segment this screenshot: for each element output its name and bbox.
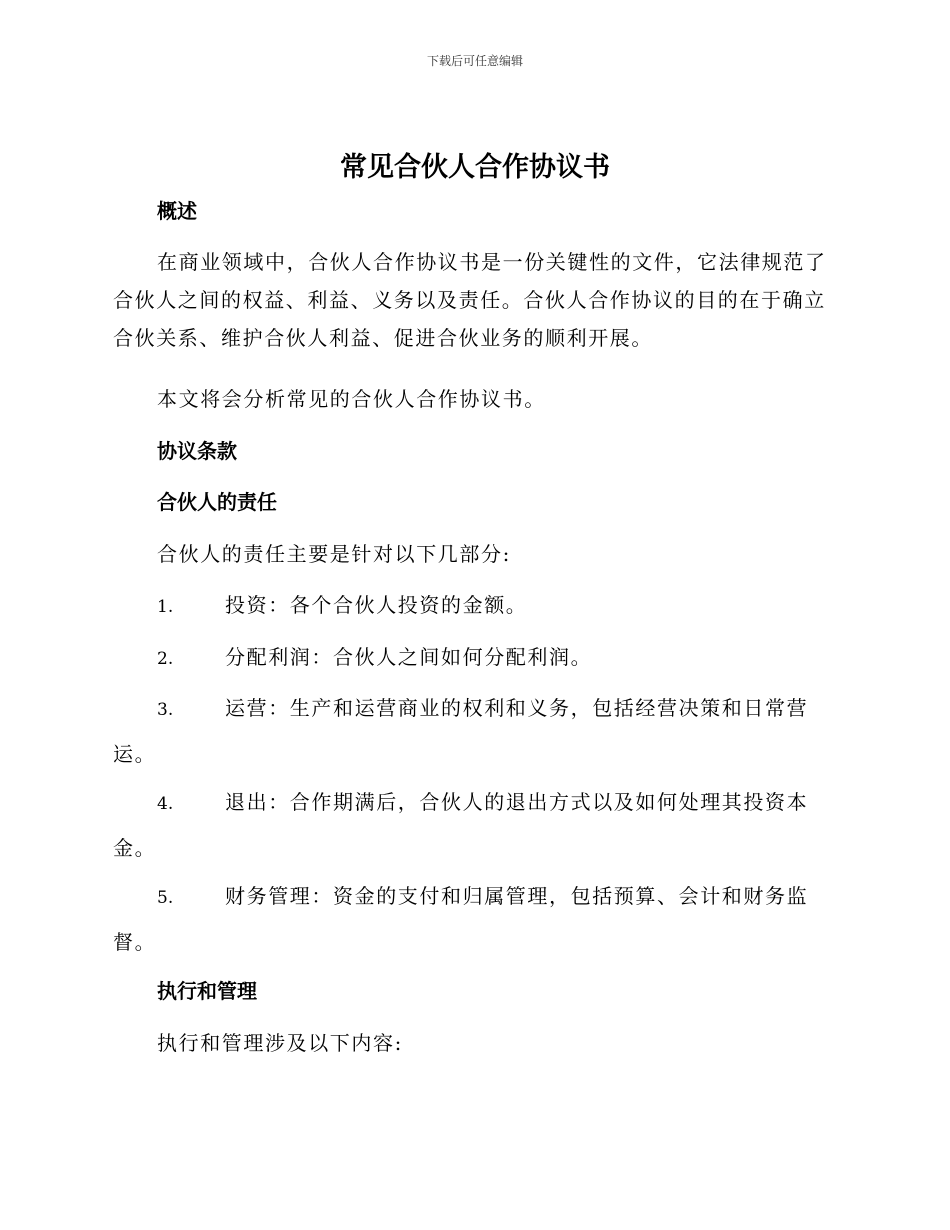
paragraph-execution-intro: 执行和管理涉及以下内容: [157, 1031, 403, 1055]
list-item-number: 4. [157, 794, 174, 814]
list-item [113, 583, 837, 629]
list-item-text: 投资：各个合伙人投资的金额。 [225, 593, 528, 617]
list-item-number: 3. [157, 700, 174, 720]
paragraph-duties-intro: 合伙人的责任主要是针对以下几部分: [157, 542, 511, 566]
list-item-number: 2. [157, 649, 174, 669]
document-title: 常见合伙人合作协议书 [340, 152, 610, 183]
list-item-text: 退出：合作期满后，合伙人的退出方式以及如何处理其投资本金。 [113, 790, 809, 860]
list-item [113, 686, 837, 776]
list-item [113, 635, 837, 681]
page-header-note: 下载后可任意编辑 [426, 54, 523, 68]
list-item [113, 874, 837, 964]
list-item [113, 780, 837, 870]
list-item-number: 1. [157, 597, 174, 617]
list-item-text: 运营：生产和运营商业的权利和义务，包括经营决策和日常营运。 [113, 696, 809, 766]
section-heading-duties: 合伙人的责任 [157, 490, 277, 514]
section-heading-overview: 概述 [157, 199, 197, 223]
section-heading-terms: 协议条款 [157, 439, 237, 463]
list-item-text: 财务管理：资金的支付和归属管理，包括预算、会计和财务监督。 [113, 884, 809, 954]
paragraph-overview-2: 本文将会分析常见的合伙人合作协议书。 [157, 387, 546, 411]
section-heading-execution: 执行和管理 [157, 979, 257, 1003]
list-item-text: 分配利润：合伙人之间如何分配利润。 [225, 645, 593, 669]
paragraph-overview-1: 在商业领域中，合伙人合作协议书是一份关键性的文件，它法律规范了合伙人之间的权益、利益、义务以及责任。合伙人合作协议的目的在于确立合伙关系、维护合伙人利益、促进合伙业务的顺利开展。 [113, 250, 827, 350]
list-item-number: 5. [157, 888, 174, 908]
